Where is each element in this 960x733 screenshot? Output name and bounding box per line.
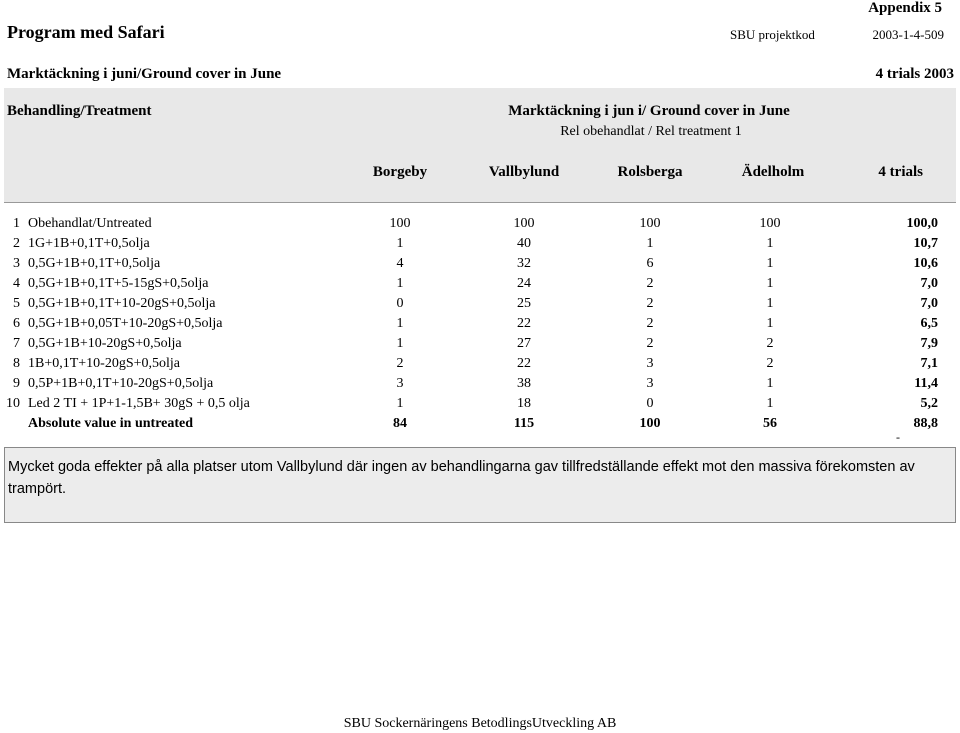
row-number: 4 <box>13 276 20 291</box>
row-treatment: 0,5G+1B+0,05T+10-20gS+0,5olja <box>28 316 223 331</box>
cell-vallbylund: 115 <box>513 416 535 431</box>
row-number: 3 <box>13 256 20 271</box>
cell-vallbylund: 18 <box>517 396 531 411</box>
cell-borgeby: 84 <box>393 416 407 431</box>
cell-rolsberga: 2 <box>646 316 654 331</box>
cell-adelholm: 1 <box>766 376 774 391</box>
row-number: 5 <box>13 296 20 311</box>
cell-adelholm: 1 <box>766 316 774 331</box>
cell-borgeby: 1 <box>396 316 404 331</box>
cell-adelholm: 100 <box>759 216 781 231</box>
row-treatment: 1G+1B+0,1T+0,5olja <box>28 236 150 251</box>
cell-rolsberga: 3 <box>646 356 654 371</box>
table-row <box>0 316 960 336</box>
table-row <box>0 376 960 396</box>
table-row <box>0 276 960 296</box>
appendix-label: Appendix 5 <box>868 0 942 16</box>
row-number: 6 <box>13 316 20 331</box>
row-treatment: 0,5G+1B+0,1T+5-15gS+0,5olja <box>28 276 209 291</box>
cell-adelholm: 1 <box>766 396 774 411</box>
row-treatment: 1B+0,1T+10-20gS+0,5olja <box>28 356 181 371</box>
sbu-project-label: SBU projektkod <box>730 27 815 42</box>
absolute-value-row <box>0 416 960 436</box>
cell-rolsberga: 6 <box>646 256 654 271</box>
cell-adelholm: 56 <box>763 416 777 431</box>
cell-4-trials: 10,7 <box>913 236 938 251</box>
row-treatment: 0,5P+1B+0,1T+10-20gS+0,5olja <box>28 376 214 391</box>
row-treatment: 0,5G+1B+0,1T+10-20gS+0,5olja <box>28 296 216 311</box>
cell-vallbylund: 40 <box>517 236 531 251</box>
table-row <box>0 216 960 236</box>
table-row <box>0 236 960 256</box>
comment-text: Mycket goda effekter på alla platser utom Vallbylund där ingen av behandlingarna gav tillfredställande effekt mot den massiva förekomsten av trampört. <box>8 459 915 497</box>
table-row <box>0 296 960 316</box>
cell-borgeby: 1 <box>396 276 404 291</box>
row-treatment: 0,5G+1B+0,1T+0,5olja <box>28 256 161 271</box>
cell-rolsberga: 2 <box>646 276 654 291</box>
cell-borgeby: 2 <box>396 356 404 371</box>
cell-borgeby: 100 <box>389 216 411 231</box>
cell-vallbylund: 24 <box>517 276 531 291</box>
row-number: 2 <box>13 236 20 251</box>
table-row <box>0 396 960 416</box>
cell-4-trials: 7,9 <box>920 336 938 351</box>
column-header-adelholm: Ädelholm <box>741 164 805 180</box>
column-header-rolsberga: Rolsberga <box>617 164 683 180</box>
program-title: Program med Safari <box>7 22 165 42</box>
row-number: 1 <box>13 216 20 231</box>
table-row <box>0 336 960 356</box>
cell-vallbylund: 25 <box>517 296 531 311</box>
section-title: Marktäckning i juni/Ground cover in June <box>7 66 282 82</box>
table-subtitle: Rel obehandlat / Rel treatment 1 <box>560 124 742 139</box>
cell-vallbylund: 100 <box>513 216 535 231</box>
trials-label: 4 trials 2003 <box>875 66 954 82</box>
cell-4-trials: 7,0 <box>920 276 938 291</box>
cell-rolsberga: 0 <box>646 396 654 411</box>
cell-adelholm: 1 <box>766 296 774 311</box>
cell-vallbylund: 32 <box>517 256 531 271</box>
column-header-4-trials: 4 trials <box>878 164 923 180</box>
cell-4-trials: 5,2 <box>920 396 938 411</box>
cell-4-trials: 88,8 <box>913 416 938 431</box>
row-number: 8 <box>13 356 20 371</box>
cell-4-trials: 6,5 <box>920 316 938 331</box>
cell-adelholm: 1 <box>766 236 774 251</box>
cell-4-trials: 100,0 <box>906 216 938 231</box>
row-treatment: Obehandlat/Untreated <box>28 216 152 231</box>
cell-adelholm: 2 <box>766 336 774 351</box>
cell-4-trials: 10,6 <box>913 256 938 271</box>
row-number: 9 <box>13 376 20 391</box>
cell-rolsberga: 100 <box>639 416 661 431</box>
table-row <box>0 356 960 376</box>
row-treatment: Led 2 TI + 1P+1-1,5B+ 30gS + 0,5 olja <box>28 396 250 411</box>
row-treatment: 0,5G+1B+10-20gS+0,5olja <box>28 336 182 351</box>
cell-vallbylund: 27 <box>517 336 531 351</box>
cell-borgeby: 4 <box>396 256 404 271</box>
cell-rolsberga: 1 <box>646 236 654 251</box>
cell-borgeby: 1 <box>396 236 404 251</box>
cell-adelholm: 2 <box>766 356 774 371</box>
cell-rolsberga: 2 <box>646 296 654 311</box>
cell-rolsberga: 2 <box>646 336 654 351</box>
cell-4-trials: 7,0 <box>920 296 938 311</box>
column-header-vallbylund: Vallbylund <box>488 164 560 180</box>
cell-borgeby: 3 <box>396 376 404 391</box>
cell-borgeby: 1 <box>396 336 404 351</box>
cell-borgeby: 0 <box>396 296 404 311</box>
cell-vallbylund: 22 <box>517 316 531 331</box>
treatment-header: Behandling/Treatment <box>7 103 152 119</box>
footer-text: SBU Sockernäringens BetodlingsUtveckling AB <box>343 716 617 731</box>
cell-borgeby: 1 <box>396 396 404 411</box>
dash-mark: - <box>896 430 900 444</box>
cell-rolsberga: 3 <box>646 376 654 391</box>
row-number: 7 <box>13 336 20 351</box>
table-title: Marktäckning i jun i/ Ground cover in June <box>508 103 790 119</box>
table-row <box>0 256 960 276</box>
row-number: 10 <box>6 396 20 411</box>
absolute-value-label: Absolute value in untreated <box>28 416 194 431</box>
cell-vallbylund: 22 <box>517 356 531 371</box>
cell-4-trials: 11,4 <box>914 376 938 391</box>
comment-box <box>4 447 956 523</box>
sbu-project-code: 2003-1-4-509 <box>872 27 944 42</box>
cell-rolsberga: 100 <box>639 216 661 231</box>
cell-adelholm: 1 <box>766 276 774 291</box>
column-header-borgeby: Borgeby <box>372 164 428 180</box>
cell-4-trials: 7,1 <box>920 356 938 371</box>
cell-vallbylund: 38 <box>517 376 531 391</box>
cell-adelholm: 1 <box>766 256 774 271</box>
